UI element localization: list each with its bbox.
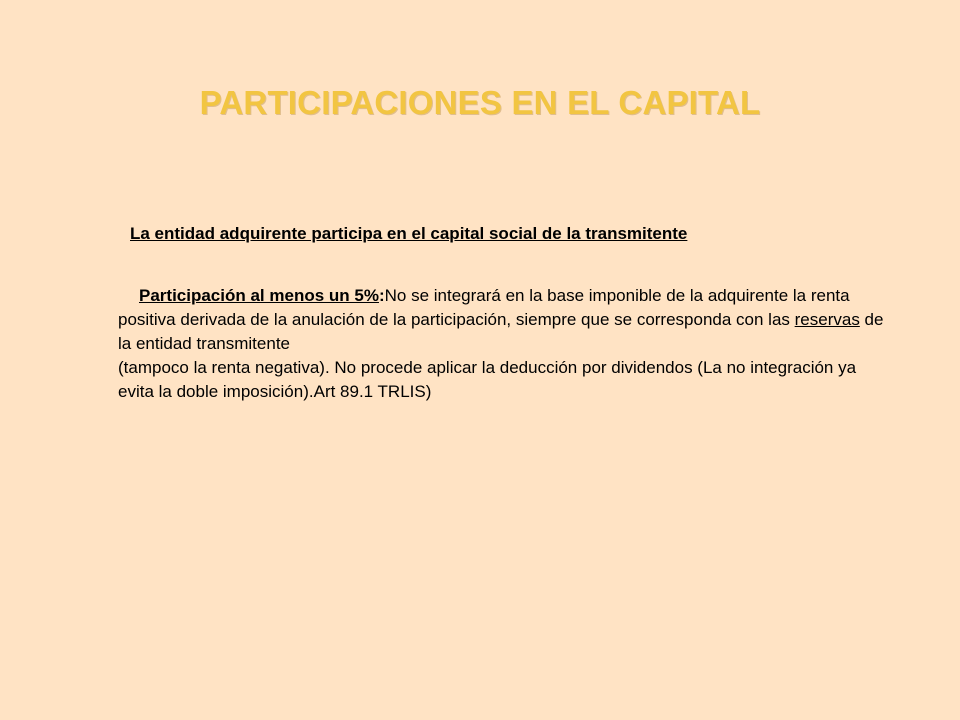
body-text-2: de la entidad transmitente: [118, 310, 884, 353]
lead-label: Participación al menos un 5%: [139, 286, 379, 305]
body-text-3: (tampoco la renta negativa). No procede aplicar la deducción por dividendos (La no integración ya evita la doble imposición).Art 89.1 TRLIS): [118, 358, 857, 401]
reservas-term: reservas: [794, 310, 860, 329]
lead-colon: :: [378, 286, 385, 305]
body-paragraph: [118, 284, 888, 404]
body-text-1: No se integrará en la base imponible de la adquirente la renta positiva derivada de la anulación de la participación, siempre que se corresponda con las: [118, 286, 850, 329]
slide-subtitle: La entidad adquirente participa en el capital social de la transmitente: [130, 224, 688, 243]
slide-title: PARTICIPACIONES EN EL CAPITAL: [199, 84, 761, 121]
